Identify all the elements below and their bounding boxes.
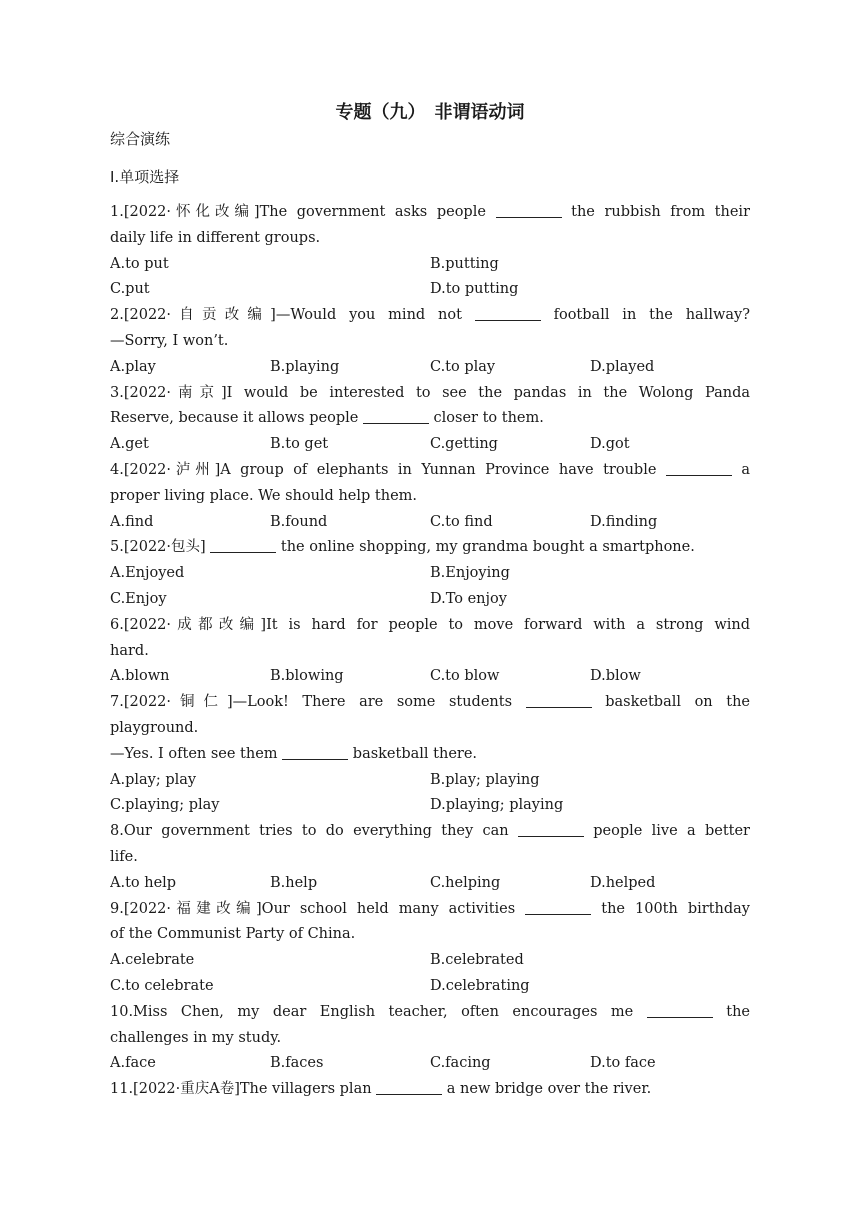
option-choice[interactable]: B.celebrated [430, 952, 524, 969]
question-text: playground. [110, 719, 199, 736]
options-row [110, 355, 750, 381]
section-heading: Ⅰ.单项选择 [110, 168, 180, 186]
question-item [110, 897, 750, 1000]
question-line [110, 897, 750, 923]
question-text: of the Communist Party of China. [110, 926, 356, 943]
question-text: 1.[2022·怀化改编]The government asks people [110, 204, 496, 220]
question-text: a [741, 461, 750, 478]
question-line [110, 226, 750, 252]
question-line [110, 1000, 750, 1026]
question-text: football in the hallway? [553, 307, 750, 324]
option-choice[interactable]: C.to blow [430, 668, 500, 685]
question-line [110, 303, 750, 329]
question-list [110, 200, 750, 1103]
options-row [110, 252, 750, 278]
option-choice[interactable]: A.find [110, 513, 154, 530]
answer-blank[interactable] [518, 822, 584, 838]
question-text: the [726, 1003, 750, 1020]
question-text: people live a better [593, 823, 750, 840]
question-line [110, 922, 750, 948]
question-line [110, 819, 750, 845]
option-choice[interactable]: B.putting [430, 255, 499, 272]
question-text: 5.[2022·包头] [110, 539, 206, 556]
subtitle: 综合演练 [110, 130, 171, 148]
question-text: proper living place. We should help them. [110, 487, 418, 504]
question-text: 2.[2022·自贡改编]—Would you mind not [110, 307, 475, 324]
question-line [110, 742, 750, 768]
option-choice[interactable]: B.help [270, 874, 318, 891]
options-row [110, 768, 750, 794]
question-text: basketball on the [605, 694, 750, 711]
options-row [110, 432, 750, 458]
question-line [110, 613, 750, 639]
option-choice[interactable]: B.blowing [270, 668, 344, 685]
question-text: daily life in different groups. [110, 229, 321, 246]
option-choice[interactable]: B.play; playing [430, 771, 540, 788]
option-choice[interactable]: C.to find [430, 513, 493, 530]
option-choice[interactable]: C.Enjoy [110, 590, 167, 607]
options-row [110, 510, 750, 536]
question-text: 10.Miss Chen, my dear English teacher, often encourages me [110, 1003, 647, 1020]
question-text: 7.[2022·铜仁]—Look! There are some students [110, 694, 526, 711]
options-row [110, 1051, 750, 1077]
question-line [110, 329, 750, 355]
question-text: hard. [110, 642, 149, 659]
question-line [110, 1077, 750, 1103]
option-choice[interactable]: C.put [110, 281, 150, 298]
option-choice[interactable]: D.got [590, 436, 630, 453]
option-choice[interactable]: D.celebrating [430, 977, 530, 994]
option-choice[interactable]: C.to celebrate [110, 977, 214, 994]
option-choice[interactable]: B.faces [270, 1055, 324, 1072]
question-item [110, 690, 750, 819]
question-text: 3.[2022·南京]I would be interested to see the pandas in the Wolong Panda [110, 384, 750, 401]
option-choice[interactable]: A.play; play [110, 771, 197, 788]
question-line [110, 639, 750, 665]
question-line [110, 458, 750, 484]
question-text: 9.[2022·福建改编]Our school held many activities [110, 900, 526, 917]
options-row [110, 587, 750, 613]
question-item [110, 613, 750, 690]
question-text: the 100th birthday [601, 900, 750, 917]
question-text: the rubbish from their [571, 204, 750, 220]
question-item [110, 458, 750, 535]
question-line [110, 690, 750, 716]
options-row [110, 871, 750, 897]
option-choice[interactable]: B.to get [270, 436, 329, 453]
option-choice[interactable]: D.helped [590, 874, 656, 891]
question-item [110, 1077, 750, 1103]
question-text: a new bridge over the river. [446, 1081, 652, 1098]
option-choice[interactable]: A.get [110, 436, 149, 453]
question-text: —Sorry, I won’t. [110, 332, 229, 349]
question-text: Reserve, because it allows people [110, 410, 363, 427]
question-line [110, 406, 750, 432]
question-text: 11.[2022·重庆A卷]The villagers plan [110, 1081, 377, 1098]
question-text: the online shopping, my grandma bought a smartphone. [280, 539, 695, 556]
question-text: 6.[2022·成都改编]It is hard for people to move forward with a strong wind [110, 616, 750, 633]
answer-blank[interactable] [210, 538, 276, 554]
option-choice[interactable]: A.blown [110, 668, 170, 685]
question-item [110, 819, 750, 896]
options-row [110, 974, 750, 1000]
question-line [110, 716, 750, 742]
options-row [110, 948, 750, 974]
answer-blank[interactable] [496, 203, 562, 219]
options-row [110, 793, 750, 819]
option-choice[interactable]: D.playing; playing [430, 797, 564, 814]
option-choice[interactable]: B.found [270, 513, 328, 530]
option-choice[interactable]: C.facing [430, 1055, 491, 1072]
question-line [110, 1026, 750, 1052]
option-choice[interactable]: A.face [110, 1055, 156, 1072]
question-line [110, 200, 750, 226]
options-row [110, 561, 750, 587]
question-text: challenges in my study. [110, 1029, 282, 1046]
page-title: 专题（九） 非谓语动词 [335, 102, 525, 123]
option-choice[interactable]: C.helping [430, 874, 501, 891]
answer-blank[interactable] [282, 744, 348, 760]
option-choice[interactable]: D.played [590, 358, 655, 375]
answer-blank[interactable] [475, 306, 541, 322]
options-row [110, 664, 750, 690]
question-line [110, 484, 750, 510]
option-choice[interactable]: A.play [110, 358, 156, 375]
answer-blank[interactable] [666, 460, 732, 476]
question-item [110, 303, 750, 380]
question-text: life. [110, 848, 138, 865]
options-row [110, 277, 750, 303]
question-item [110, 200, 750, 303]
question-text: 4.[2022·泸州]A group of elephants in Yunnan Province have trouble [110, 461, 666, 478]
question-text: 8.Our government tries to do everything they can [110, 823, 518, 840]
question-text: closer to them. [433, 410, 544, 427]
option-choice[interactable]: A.to help [110, 874, 177, 891]
answer-blank[interactable] [363, 409, 429, 425]
option-choice[interactable]: C.to play [430, 358, 496, 375]
option-choice[interactable]: B.Enjoying [430, 565, 510, 582]
question-item [110, 1000, 750, 1077]
option-choice[interactable]: D.finding [590, 513, 658, 530]
question-line [110, 535, 750, 561]
option-choice[interactable]: D.To enjoy [430, 590, 507, 607]
option-choice[interactable]: D.to face [590, 1055, 656, 1072]
option-choice[interactable]: D.to putting [430, 281, 519, 298]
option-choice[interactable]: A.Enjoyed [110, 565, 185, 582]
answer-blank[interactable] [525, 899, 591, 915]
option-choice[interactable]: C.getting [430, 436, 498, 453]
option-choice[interactable]: D.blow [590, 668, 641, 685]
option-choice[interactable]: A.to put [110, 255, 169, 272]
question-item [110, 535, 750, 612]
answer-blank[interactable] [647, 1002, 713, 1018]
question-text: —Yes. I often see them [110, 745, 283, 762]
option-choice[interactable]: B.playing [270, 358, 340, 375]
answer-blank[interactable] [376, 1080, 442, 1096]
question-text: basketball there. [352, 745, 478, 762]
question-item [110, 381, 750, 458]
question-line [110, 381, 750, 407]
question-line [110, 845, 750, 871]
option-choice[interactable]: C.playing; play [110, 797, 220, 814]
option-choice[interactable]: A.celebrate [110, 952, 195, 969]
answer-blank[interactable] [526, 693, 592, 709]
